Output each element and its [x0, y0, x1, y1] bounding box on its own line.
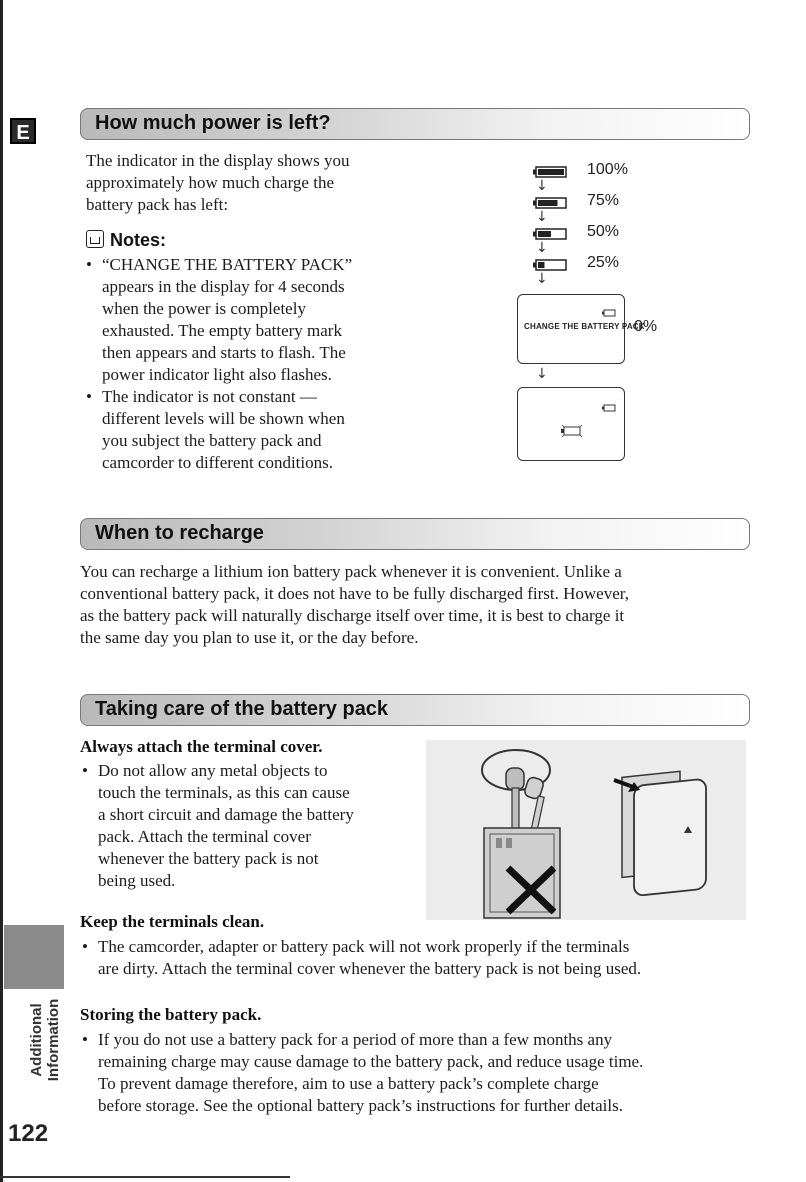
text-line: power indicator light also flashes.: [102, 365, 332, 384]
text-line: being used.: [98, 871, 176, 890]
section-side-tab: [4, 925, 64, 989]
text-line: approximately how much charge the: [86, 173, 334, 192]
empty-battery-icon: [602, 404, 616, 412]
list-item: [80, 760, 410, 892]
subheading-terminal-cover: Always attach the terminal cover.: [80, 737, 323, 756]
text-line: you subject the battery pack and: [102, 431, 322, 450]
empty-battery-icon: [602, 309, 616, 317]
text-line: before storage. See the optional battery pack’s instructions for further details.: [98, 1096, 623, 1115]
text-line: battery pack has left:: [86, 195, 229, 214]
recharge-paragraph: [80, 561, 760, 649]
left-edge-rule: [0, 0, 3, 1182]
text-line: • The camcorder, adapter or battery pack will not work properly if the terminals: [98, 937, 630, 956]
subheading-storing: Storing the battery pack.: [80, 1005, 262, 1024]
down-arrow-icon: ↓: [536, 271, 548, 287]
side-section-label: [22, 995, 68, 1085]
side-label-line-1: Additional: [28, 1003, 45, 1077]
text-line: a short circuit and damage the battery: [98, 805, 354, 824]
section-header-battery-care: [80, 694, 750, 726]
flashing-battery-icon: [560, 424, 584, 438]
text-line: the same day you plan to use it, or the day before.: [80, 628, 419, 647]
side-label-line-2: Information: [45, 998, 62, 1082]
text-line: • “CHANGE THE BATTERY PACK”: [102, 255, 353, 274]
notes-list: [84, 254, 414, 474]
storing-list: [80, 1029, 770, 1117]
notes-heading: [86, 230, 166, 251]
text-line: whenever the battery pack is not: [98, 849, 319, 868]
level-label: 100%: [587, 161, 628, 178]
text-line: • The indicator is not constant —: [102, 387, 317, 406]
down-arrow-icon: ↓: [536, 209, 548, 225]
subheading-terminals-clean: Keep the terminals clean.: [80, 912, 265, 931]
page-number: 122: [8, 1120, 49, 1147]
list-item: [80, 936, 770, 980]
text-line: are dirty. Attach the terminal cover whenever the battery pack is not being used.: [98, 959, 642, 978]
text-line: when the power is completely: [102, 299, 306, 318]
text-line: • Do not allow any metal objects to: [98, 761, 328, 780]
list-item: [84, 386, 414, 474]
text-line: • If you do not use a battery pack for a period of more than a few months any: [98, 1030, 613, 1049]
down-arrow-icon: ↓: [536, 240, 548, 256]
list-item: [84, 254, 414, 386]
section-title: How much power is left?: [95, 112, 331, 134]
section-header-recharge: [80, 518, 750, 550]
text-line: You can recharge a lithium ion battery pack whenever it is convenient. Unlike a: [80, 562, 622, 581]
text-line: To prevent damage therefore, aim to use a battery pack’s complete charge: [98, 1074, 599, 1093]
text-line: touch the terminals, as this can cause: [98, 783, 350, 802]
bottom-rule: [0, 1176, 290, 1178]
notes-icon: [86, 230, 104, 248]
text-line: different levels will be shown when: [102, 409, 345, 428]
level-label: 75%: [587, 192, 620, 209]
text-line: then appears and starts to flash. The: [102, 343, 346, 362]
battery-terminal-drawing: [426, 740, 746, 920]
text-line: pack. Attach the terminal cover: [98, 827, 311, 846]
text-line: exhausted. The empty battery mark: [102, 321, 342, 340]
section-header-power-left: [80, 108, 750, 140]
text-line: conventional battery pack, it does not have to be fully discharged first. However,: [80, 584, 629, 603]
language-badge: E: [10, 118, 36, 144]
section-title: Taking care of the battery pack: [95, 698, 389, 720]
battery-care-illustration: [426, 740, 746, 920]
text-line: remaining charge may cause damage to the battery pack, and reduce usage time.: [98, 1052, 644, 1071]
intro-paragraph: [86, 150, 349, 216]
terminal-cover-list: [80, 760, 410, 892]
display-flashing-battery: [517, 387, 625, 461]
level-label: 25%: [587, 254, 620, 271]
terminals-clean-list: [80, 936, 770, 980]
text-line: appears in the display for 4 seconds: [102, 277, 345, 296]
text-line: camcorder to different conditions.: [102, 453, 333, 472]
text-line: The indicator in the display shows you: [86, 151, 350, 170]
text-line: as the battery pack will naturally discharge itself over time, it is best to charge it: [80, 606, 625, 625]
empty-level-label: 0%: [634, 318, 658, 335]
display-change-battery: [517, 294, 645, 364]
display-message: CHANGE THE BATTERY PACK: [524, 322, 645, 331]
section-title: When to recharge: [95, 522, 264, 544]
level-label: 50%: [587, 223, 620, 240]
down-arrow-icon: ↓: [536, 366, 548, 382]
down-arrow-icon: ↓: [536, 178, 548, 194]
notes-title: Notes:: [110, 230, 167, 250]
list-item: [80, 1029, 770, 1117]
